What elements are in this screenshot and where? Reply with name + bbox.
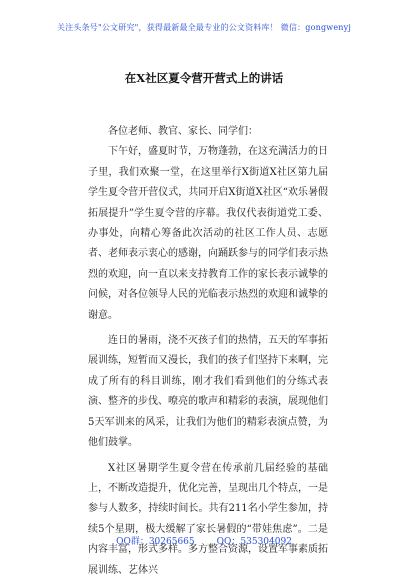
document-body xyxy=(88,122,328,586)
footer-qq-group: QQ群：30265665 xyxy=(116,537,195,547)
body-paragraph-greeting: 下午好，盛夏时节，万物蓬勃，在这充满活力的日子里，我们欢聚一堂，在这里举行X街道X社区第九届学生夏令营开营仪式，共同开启X街道X社区“欢乐暑假拓展提升”学生夏令营的序幕。我仅代表街道党工委、办事处，向精心筹备此次活动的社区工作人员、志愿者、老师表示衷心的感谢，向踊跃参与的同学们表示热烈的欢迎，向一直以来支持教育工作的家长表示诚挚的问候，对各位领导人民的光临表示热烈的欢迎和诚挚的谢意。 xyxy=(88,146,328,321)
body-paragraph-features: X社区暑期学生夏令营在传承前几届经验的基础上，不断改造提升，优化完善，呈现出几个特点，一是参与人数多，持续时间长。共有211名小学生参加，持续5个星期，极大缓解了家长暑假的“带娃焦虑”。二是内容丰富，形式多样。多方整合资源，设置军事素质拓展训练、艺体兴 xyxy=(88,462,328,576)
body-paragraph-training: 连日的暑雨，浇不灭孩子们的热情，五天的军事拓展训练，短暂而又漫长，我们的孩子们坚持下来啊，完成了所有的科目训练，刚才我们看到他们的分练式表演、整齐的步伐、嘹亮的歌声和精彩的表演，展现他们5天军训来的风采，让我们为他们的精彩表演点赞，为他们鼓掌。 xyxy=(88,335,328,449)
header-note: 关注头条号"公文研究"，获得最新最全最专业的公文资料库！ 微信：gongwenyj xyxy=(56,23,352,32)
document-title: 在X社区夏令营开营式上的讲话 xyxy=(124,71,284,85)
footer-qq: QQ：535304092 xyxy=(216,537,292,547)
footer-contact xyxy=(0,534,408,547)
salutation-paragraph: 各位老师、教官、家长、同学们： xyxy=(108,126,258,137)
